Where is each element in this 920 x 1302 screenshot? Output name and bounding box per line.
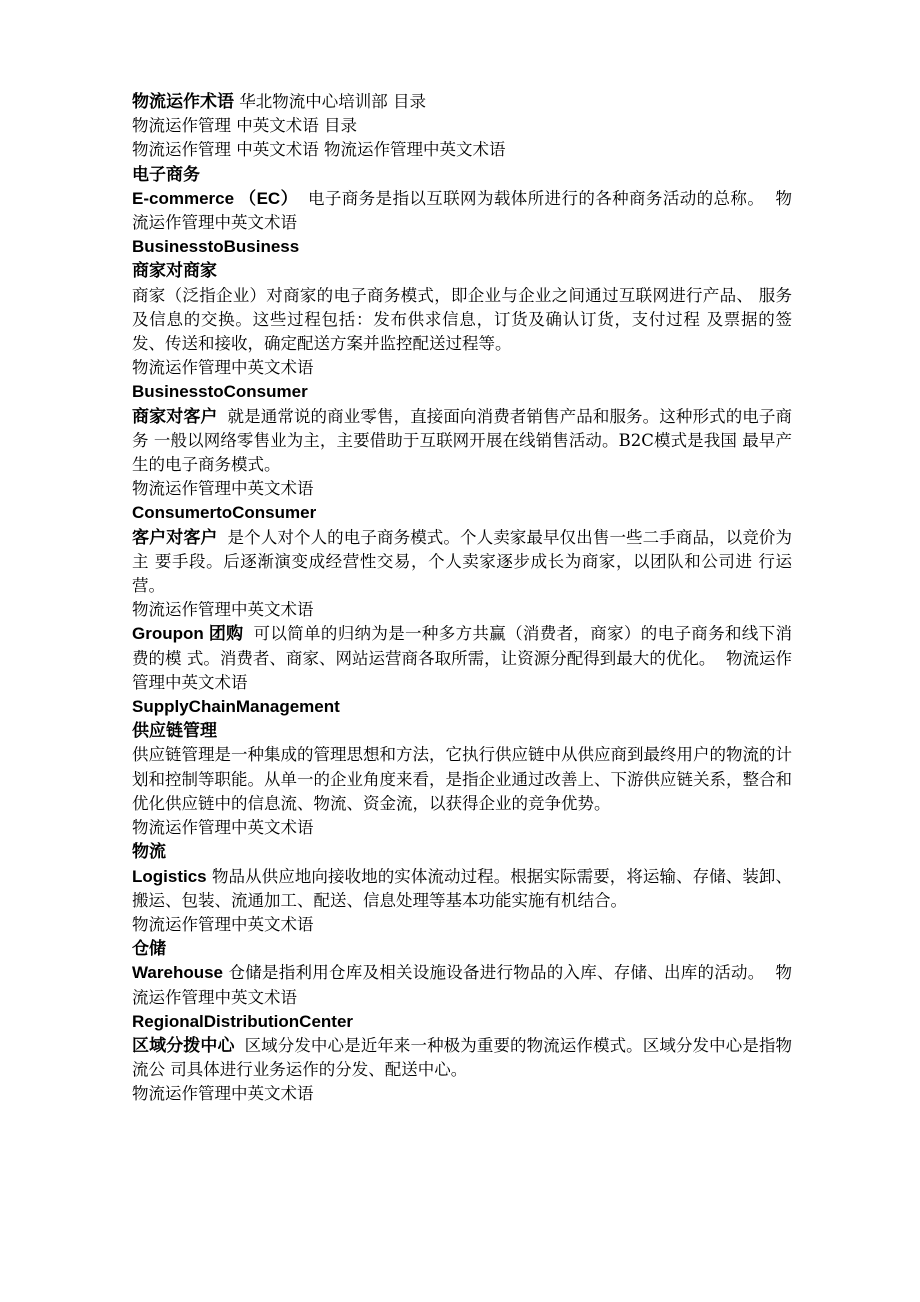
header-line-3: 物流运作管理 中英文术语 物流运作管理中英文术语	[132, 140, 506, 160]
logistics-footer: 物流运作管理中英文术语	[132, 914, 314, 934]
warehouse-cn-heading: 仓储	[132, 939, 166, 959]
c2c-body: 是个人对个人的电子商务模式。个人卖家最早仅出售一些二手商品，以竞价为主 要手段。后逐渐演变成经营性交易，个人卖家逐步成长为商家，以团队和公司进 行运营。	[132, 527, 793, 596]
c2c-paragraph	[132, 526, 792, 599]
section-heading-ec: 电子商务	[132, 164, 200, 184]
warehouse-term: Warehouse	[132, 963, 224, 983]
b2c-footer: 物流运作管理中英文术语	[132, 479, 314, 499]
header-line-1-text: 华北物流中心培训部 目录	[234, 92, 426, 111]
b2b-body: 商家（泛指企业）对商家的电子商务模式，即企业与企业之间通过互联网进行产品、 服务及信息的交换。这些过程包括：发布供求信息，订货及确认订货，支付过程 及票据的签发、传送和接收，确定配送方案并监控配送过程等。	[132, 285, 792, 354]
logistics-paragraph	[132, 865, 792, 913]
header-line-1	[132, 90, 792, 114]
ec-trail: 物流运作管理中英文术语	[132, 188, 793, 233]
rdc-en-heading: RegionalDistributionCenter	[132, 1011, 354, 1031]
scm-footer: 物流运作管理中英文术语	[132, 818, 314, 838]
c2c-footer: 物流运作管理中英文术语	[132, 600, 314, 620]
document-body	[132, 90, 792, 1107]
b2c-paragraph	[132, 405, 792, 478]
groupon-paragraph	[132, 622, 792, 695]
rdc-body: 区域分发中心是近年来一种极为重要的物流运作模式。区域分发中心是指物流公 司具体进行业务运作的分发、配送中心。	[132, 1035, 793, 1080]
logistics-cn-heading: 物流	[132, 842, 166, 862]
scm-en-heading: SupplyChainManagement	[132, 697, 340, 717]
b2c-cn-term: 商家对客户	[132, 406, 218, 426]
header-line-2: 物流运作管理 中英文术语 目录	[132, 116, 357, 136]
c2c-cn-term: 客户对客户	[132, 527, 218, 547]
header-bold-title: 物流运作术语	[132, 92, 234, 111]
logistics-body: 物品从供应地向接收地的实体流动过程。根据实际需要，将运输、存储、装卸、 搬运、包装、流通加工、配送、信息处理等基本功能实施有机结合。	[132, 866, 793, 910]
rdc-paragraph	[132, 1034, 792, 1082]
ec-body: 电子商务是指以互联网为载体所进行的各种商务活动的总称。	[307, 188, 765, 208]
b2c-en-heading: BusinesstoConsumer	[132, 382, 308, 402]
warehouse-trail: 物流运作管理中英文术语	[132, 963, 793, 1007]
b2b-en-heading: BusinesstoBusiness	[132, 237, 300, 257]
rdc-footer: 物流运作管理中英文术语	[132, 1084, 314, 1104]
scm-cn-heading: 供应链管理	[132, 721, 217, 741]
b2b-footer: 物流运作管理中英文术语	[132, 358, 314, 378]
b2b-cn-heading: 商家对商家	[132, 261, 217, 281]
rdc-cn-term: 区域分拨中心	[132, 1035, 235, 1055]
logistics-term: Logistics	[132, 866, 207, 886]
warehouse-paragraph	[132, 961, 792, 1009]
ec-paragraph	[132, 187, 792, 235]
c2c-en-heading: ConsumertoConsumer	[132, 503, 317, 523]
groupon-trail: 物流运作管理中英文术语	[132, 648, 792, 692]
groupon-term: Groupon 团购	[132, 624, 244, 644]
b2c-body: 就是通常说的商业零售，直接面向消费者销售产品和服务。这种形式的电子商务 一般以网络零售业为主，主要借助于互联网开展在线销售活动。B2C模式是我国 最早产生的电子商务模式。	[132, 406, 793, 475]
ec-term: E-commerce （EC）	[132, 188, 298, 208]
groupon-body: 可以简单的归纳为是一种多方共赢（消费者，商家）的电子商务和线下消费的模 式。消费者、商家、网站运营商各取所需，让资源分配得到最大的优化。	[132, 624, 792, 668]
warehouse-body: 仓储是指利用仓库及相关设施设备进行物品的入库、存储、出库的活动。	[228, 963, 765, 983]
scm-body: 供应链管理是一种集成的管理思想和方法，它执行供应链中从供应商到最终用户的物流的计划和控制等职能。从单一的企业角度来看，是指企业通过改善上、下游供应链关系，整合和优化供应链中的信息流、物流、资金流，以获得企业的竞争优势。	[132, 745, 792, 813]
